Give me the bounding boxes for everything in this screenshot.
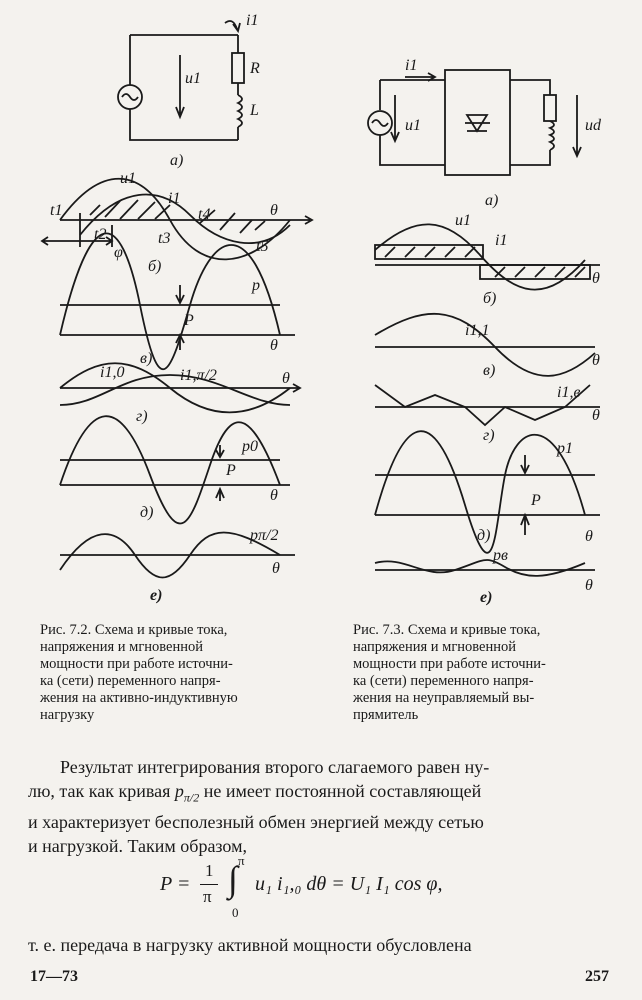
svg-text:u1: u1 — [120, 170, 136, 187]
svg-text:θ: θ — [270, 337, 278, 354]
svg-text:i1,π/2: i1,π/2 — [180, 367, 217, 384]
svg-text:ud: ud — [585, 117, 601, 134]
paragraph-line-2: лю, так как кривая $p_{\pi/2}$ не имеет постоянной составляющей — [28, 781, 482, 805]
svg-text:p1: p1 — [557, 440, 573, 457]
integral-sign: ∫ — [228, 859, 238, 899]
power-formula: P = 1 π ∫ π 0 u₁ i₁,₀ dθ = U₁ I₁ cos φ, — [160, 853, 443, 920]
caption-fig-7-2: Рис. 7.2. Схема и кривые тока, напряжения и мгновенной мощности при работе источни- ка (сети) переменного напря- жения на активно-индуктивную нагрузку — [40, 622, 238, 723]
body-paragraph: Результат интегрирования второго слагаемого равен ну- лю, так как кривая $p_{\pi/2}$ не имеет постоянной составляющей и характеризует бесполезный обмен энергией между сетью и нагрузкой. Таким образом, — [28, 755, 616, 858]
svg-text:t2: t2 — [94, 226, 107, 243]
svg-text:θ: θ — [270, 202, 278, 219]
svg-text:θ: θ — [270, 487, 278, 504]
svg-text:θ: θ — [585, 577, 593, 594]
svg-text:б): б) — [483, 290, 497, 307]
axis-v — [60, 305, 295, 335]
svg-text:i1,1: i1,1 — [465, 322, 490, 339]
svg-text:u1: u1 — [455, 212, 471, 229]
svg-text:е): е) — [480, 589, 493, 606]
svg-text:P: P — [531, 492, 541, 509]
svg-text:г): г) — [483, 427, 495, 444]
svg-text:i1: i1 — [405, 57, 418, 74]
svg-text:φ: φ — [114, 244, 123, 261]
svg-text:i1: i1 — [495, 232, 508, 249]
svg-text:θ: θ — [592, 352, 600, 369]
inductor-icon — [238, 95, 242, 127]
circuit-wire — [130, 35, 238, 140]
svg-text:в): в) — [140, 350, 153, 367]
resistor-icon — [232, 53, 244, 83]
curve-p0 — [60, 416, 280, 523]
svg-text:а): а) — [485, 192, 499, 209]
svg-text:i1,в: i1,в — [557, 384, 581, 401]
svg-text:i1,0: i1,0 — [100, 364, 125, 381]
svg-text:i1: i1 — [168, 190, 181, 207]
svg-text:θ: θ — [592, 407, 600, 424]
load-resistor-icon — [544, 95, 556, 121]
page-number: 257 — [585, 968, 609, 985]
svg-text:д): д) — [477, 527, 491, 544]
svg-text:в): в) — [483, 362, 496, 379]
svg-text:θ: θ — [585, 528, 593, 545]
footer-signature: 17—73 — [30, 968, 78, 985]
svg-text:г): г) — [136, 408, 148, 425]
figure-left — [20, 5, 320, 610]
axis-d-right — [375, 475, 600, 515]
svg-text:t4: t4 — [198, 206, 211, 223]
panel-a-left: а) — [170, 152, 184, 169]
svg-text:P: P — [226, 462, 236, 479]
svg-text:д): д) — [140, 504, 154, 521]
svg-text:t5: t5 — [256, 238, 269, 255]
svg-text:θ: θ — [282, 370, 290, 387]
last-line: т. е. передача в нагрузку активной мощности обусловлена — [28, 935, 472, 955]
svg-text:е): е) — [150, 587, 163, 604]
curve-p-left — [60, 233, 280, 369]
load-inductor-icon — [550, 121, 554, 150]
svg-text:pв: pв — [493, 547, 508, 564]
figure-right — [345, 35, 625, 610]
svg-text:t1: t1 — [50, 202, 63, 219]
svg-text:θ: θ — [272, 560, 280, 577]
svg-text:t3: t3 — [158, 230, 171, 247]
voltage-arrow — [176, 55, 184, 117]
current-arrow — [225, 21, 240, 31]
svg-text:p: p — [252, 277, 260, 294]
svg-text:pπ/2: pπ/2 — [250, 527, 279, 544]
svg-text:p0: p0 — [242, 438, 258, 455]
caption-fig-7-3: Рис. 7.3. Схема и кривые тока, напряжения и мгновенной мощности при работе источни- ка (сети) переменного напря- жения на неуправляемый вы- прямитель — [353, 622, 546, 723]
label-u1: u1 — [185, 70, 201, 87]
axis-g — [60, 384, 300, 392]
diode-icon — [465, 115, 490, 131]
svg-text:P: P — [184, 312, 194, 329]
axis-d — [60, 460, 290, 485]
svg-text:б): б) — [148, 258, 162, 275]
label-i1: i1 — [246, 12, 259, 29]
curve-ipi2 — [60, 375, 290, 405]
curve-pv — [375, 560, 585, 576]
svg-text:θ: θ — [592, 270, 600, 287]
label-r: R — [250, 60, 260, 77]
label-l: L — [250, 102, 259, 119]
svg-text:u1: u1 — [405, 117, 421, 134]
